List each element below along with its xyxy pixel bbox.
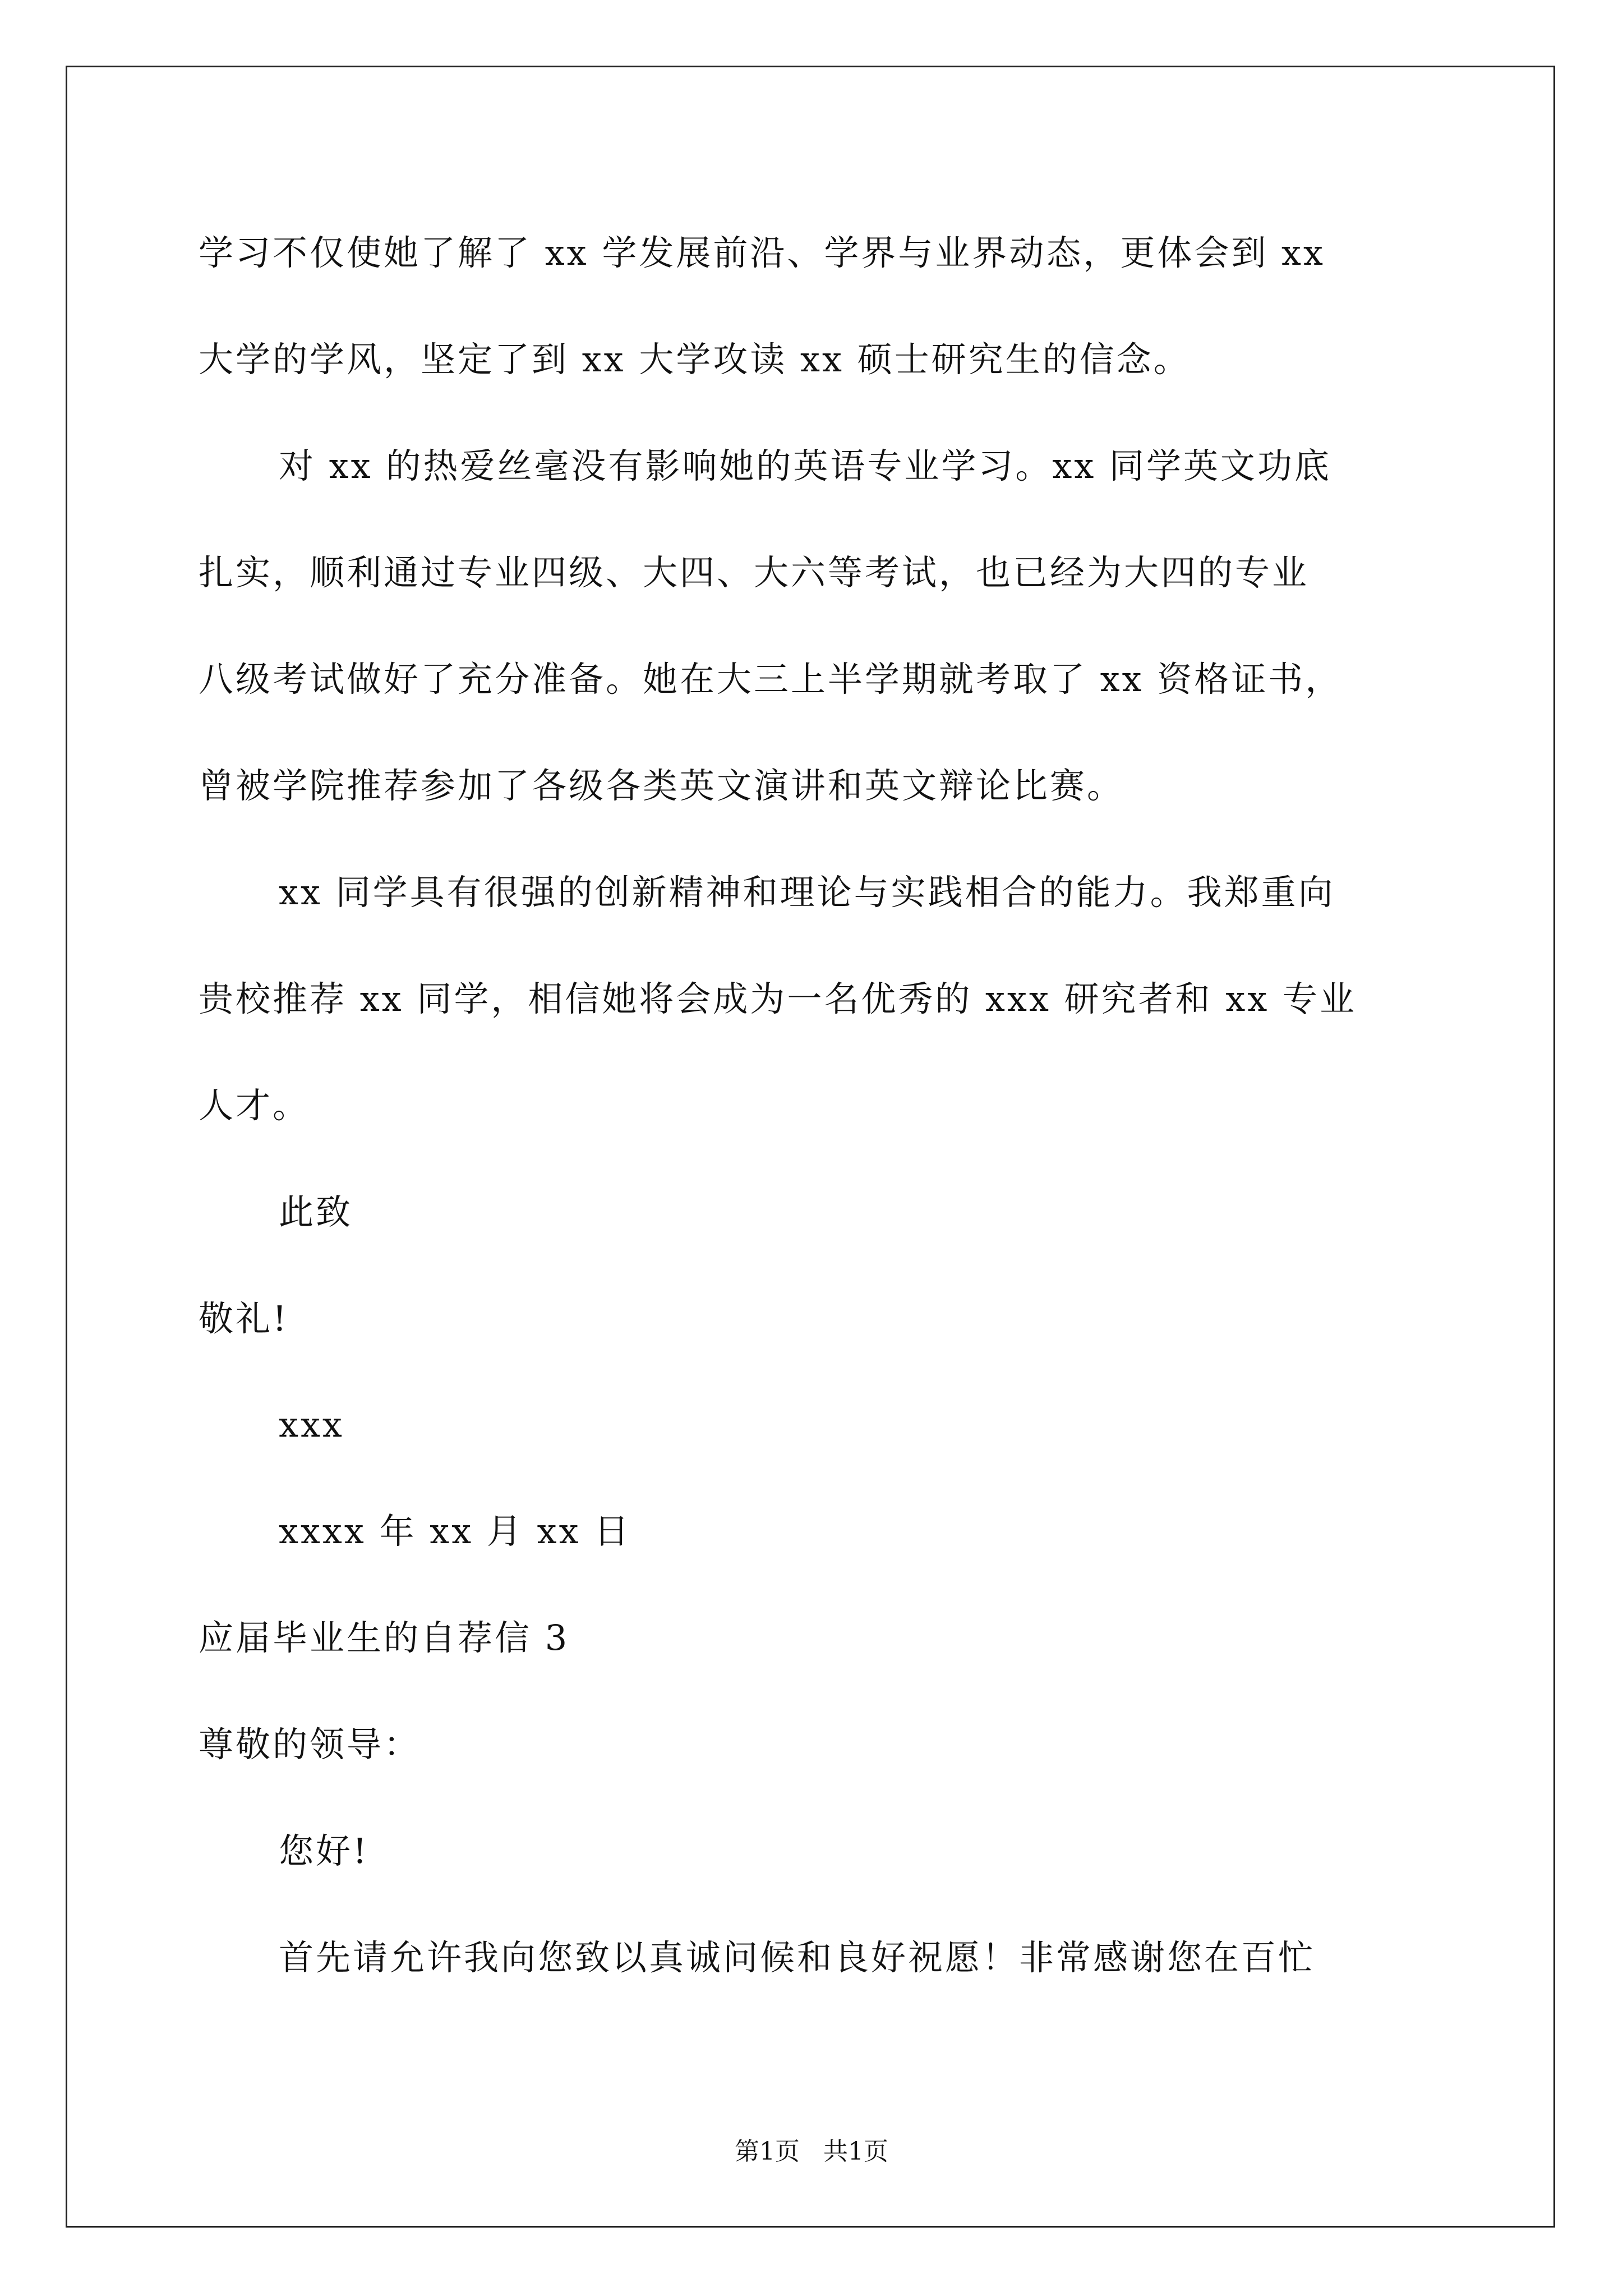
date-line: xxxx 年 xx 月 xx 日 (279, 1511, 631, 1552)
text-line: 人才。 (199, 1085, 310, 1126)
section-heading: 应届毕业生的自荐信 3 (199, 1617, 570, 1658)
text-line: 对 xx 的热爱丝毫没有影响她的英语专业学习。xx 同学英文功底 (279, 445, 1331, 486)
signature: xxx (279, 1404, 344, 1445)
salutation-closing: 敬礼! (199, 1298, 289, 1339)
text-line: 学习不仅使她了解了 xx 学发展前沿、学界与业界动态，更体会到 xx (199, 232, 1325, 273)
page-footer: 第1页 共1页 (735, 2137, 888, 2166)
closing-phrase: 此致 (279, 1191, 353, 1232)
greeting-line: 您好! (279, 1830, 369, 1871)
text-line: 八级考试做好了充分准备。她在大三上半学期就考取了 xx 资格证书， (199, 659, 1343, 700)
greeting: 尊敬的领导： (199, 1724, 421, 1765)
text-line: 首先请允许我向您致以真诚问候和良好祝愿！非常感谢您在百忙 (279, 1937, 1316, 1978)
text-line: xx 同学具有很强的创新精神和理论与实践相合的能力。我郑重向 (279, 872, 1335, 913)
text-line: 大学的学风，坚定了到 xx 大学攻读 xx 硕士研究生的信念。 (199, 339, 1191, 380)
text-line: 曾被学院推荐参加了各级各类英文演讲和英文辩论比赛。 (199, 765, 1124, 806)
text-line: 贵校推荐 xx 同学，相信她将会成为一名优秀的 xxx 研究者和 xx 专业 (199, 978, 1357, 1019)
page-border (66, 66, 1555, 2228)
text-line: 扎实，顺利通过专业四级、大四、大六等考试，也已经为大四的专业 (199, 552, 1310, 593)
